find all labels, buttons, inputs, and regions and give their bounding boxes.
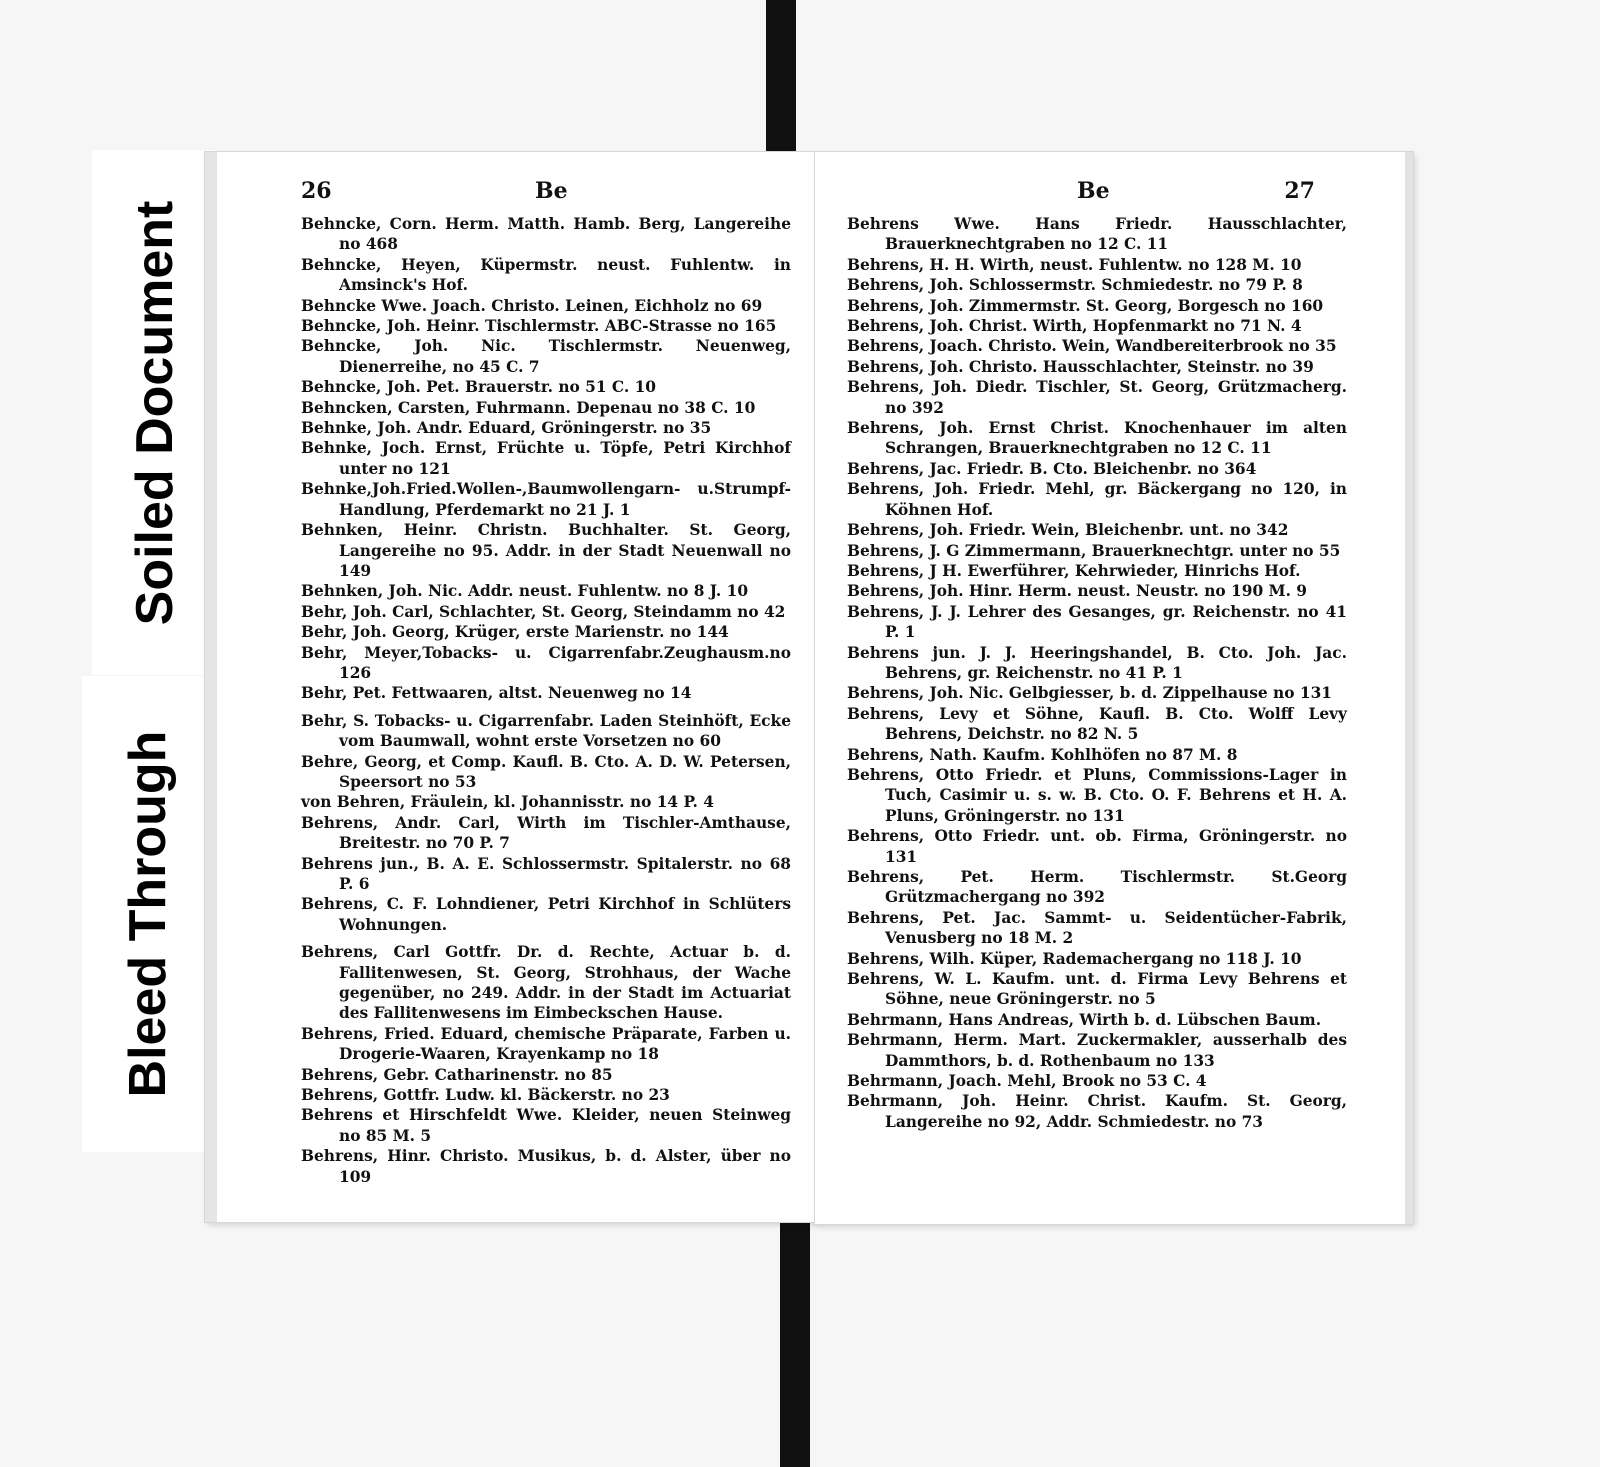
- directory-entry: Behr, Meyer,Tobacks- u. Cigarrenfabr.Zeughausm.no 126: [301, 643, 791, 682]
- directory-entry: Behrens et Hirschfeldt Wwe. Kleider, neuen Steinweg no 85 M. 5: [301, 1106, 791, 1145]
- directory-entry: Behr, Joh. Georg, Krüger, erste Marienstr. no 144: [301, 623, 729, 642]
- directory-entry: Behrens, Joh. Friedr. Mehl, gr. Bäckergang no 120, in Köhnen Hof.: [847, 480, 1347, 519]
- left-page: [205, 152, 817, 1222]
- directory-entry: Behrmann, Joach. Mehl, Brook no 53 C. 4: [847, 1072, 1207, 1091]
- directory-entry: Behncke, Joh. Pet. Brauerstr. no 51 C. 10: [301, 378, 657, 397]
- directory-entry: Behncke, Heyen, Küpermstr. neust. Fuhlentw. in Amsinck's Hof.: [301, 255, 791, 295]
- directory-entry: Behrmann, Herm. Mart. Zuckermakler, ausserhalb des Dammthors, b. d. Rothenbaum no 133: [847, 1031, 1347, 1070]
- directory-entry: Behrens, Gebr. Catharinenstr. no 85: [301, 1065, 613, 1084]
- right-page-section: Be: [1077, 178, 1110, 204]
- directory-entry: Behrens, Joh. Zimmermstr. St. Georg, Borgesch no 160: [847, 296, 1324, 315]
- soiled-document-label: [92, 150, 217, 675]
- directory-entry: Behrens, Pet. Jac. Sammt- u. Seidentücher-Fabrik, Venusberg no 18 M. 2: [847, 908, 1347, 948]
- directory-entry: Behrens, Joh. Schlossermstr. Schmiedestr. no 79 P. 8: [847, 276, 1303, 295]
- directory-entry: Behrens, W. L. Kaufm. unt. d. Firma Levy Behrens et Söhne, neue Gröningerstr. no 5: [847, 970, 1347, 1009]
- directory-entry: Behrens, Carl Gottfr. Dr. d. Rechte, Actuar b. d. Fallitenwesen, St. Georg, Strohhaus, der Wache gegenüber, no 249. Addr. in der Stadt im Actuariat des Fallitenwesens im Eimbeckschen Hause.: [301, 943, 791, 1023]
- directory-entry: von Behren, Fräulein, kl. Johannisstr. no 14 P. 4: [301, 793, 714, 812]
- directory-entry: Behrens, Jac. Friedr. B. Cto. Bleichenbr. no 364: [847, 459, 1257, 478]
- directory-entry: Behrens, Joh. Hinr. Herm. neust. Neustr. no 190 M. 9: [847, 582, 1308, 601]
- directory-entry: Behrens, Joach. Christo. Wein, Wandbereiterbrook no 35: [847, 337, 1337, 356]
- directory-entry: Behrens jun., B. A. E. Schlossermstr. Spitalerstr. no 68 P. 6: [301, 854, 791, 893]
- bleed-through-label: [82, 676, 214, 1152]
- directory-entry: Behrens, C. F. Lohndiener, Petri Kirchhof in Schlüters Wohnungen.: [301, 895, 791, 934]
- left-page-header: [217, 178, 817, 212]
- directory-entry: Behrmann, Joh. Heinr. Christ. Kaufm. St. Georg, Langereihe no 92, Addr. Schmiedestr. no 73: [847, 1092, 1347, 1131]
- directory-entry: Behncken, Carsten, Fuhrmann. Depenau no 38 C. 10: [301, 398, 756, 417]
- directory-entry: Behrens jun. J. J. Heeringshandel, B. Cto. Joh. Jac. Behrens, gr. Reichenstr. no 41 P. 1: [847, 643, 1347, 682]
- spine-bottom: [780, 1212, 810, 1467]
- directory-entry: Behrens Wwe. Hans Friedr. Hausschlachter, Brauerknechtgraben no 12 C. 11: [847, 215, 1347, 254]
- right-page-entries: [847, 214, 1347, 1132]
- directory-entry: Behrens, Pet. Herm. Tischlermstr. St.Georg Grützmachergang no 392: [847, 868, 1347, 907]
- directory-entry: Behrens, Joh. Diedr. Tischler, St. Georg, Grützmacherg. no 392: [847, 378, 1347, 417]
- directory-entry: Behnke,Joh.Fried.Wollen-,Baumwollengarn- u.Strumpf-Handlung, Pferdemarkt no 21 J. 1: [301, 480, 791, 519]
- directory-entry: Behr, Pet. Fettwaaren, altst. Neuenweg no 14: [301, 684, 692, 703]
- directory-entry: Behrens, Fried. Eduard, chemische Präparate, Farben u. Drogerie-Waaren, Krayenkamp no 18: [301, 1024, 791, 1064]
- directory-entry: Behrens, Joh. Christ. Wirth, Hopfenmarkt no 71 N. 4: [847, 317, 1302, 336]
- directory-entry: Behrens, Wilh. Küper, Rademachergang no 118 J. 10: [847, 949, 1302, 968]
- spine-top: [766, 0, 796, 165]
- directory-entry: Behrens, Joh. Nic. Gelbgiesser, b. d. Zippelhause no 131: [847, 684, 1332, 703]
- directory-entry: Behrens, Joh. Christo. Hausschlachter, Steinstr. no 39: [847, 357, 1314, 376]
- directory-entry: Behr, Joh. Carl, Schlachter, St. Georg, Steindamm no 42: [301, 602, 786, 621]
- directory-entry: Behrens, J. G Zimmermann, Brauerknechtgr. unter no 55: [847, 541, 1341, 560]
- directory-entry: Behrens, Joh. Friedr. Wein, Bleichenbr. unt. no 342: [847, 521, 1289, 540]
- left-page-section: Be: [535, 178, 568, 204]
- left-page-entries: [301, 214, 791, 1187]
- directory-entry: Behrens, Joh. Ernst Christ. Knochenhauer im alten Schrangen, Brauerknechtgraben no 12 C. 11: [847, 419, 1347, 458]
- directory-entry: Behnken, Heinr. Christn. Buchhalter. St. Georg, Langereihe no 95. Addr. in der Stadt Neuenwall no 149: [301, 521, 791, 580]
- directory-entry: Behrens, Gottfr. Ludw. kl. Bäckerstr. no 23: [301, 1086, 670, 1105]
- directory-entry: Behrmann, Hans Andreas, Wirth b. d. Lübschen Baum.: [847, 1010, 1322, 1029]
- directory-entry: Behrens, J. J. Lehrer des Gesanges, gr. Reichenstr. no 41 P. 1: [847, 602, 1347, 642]
- right-page-header: [815, 178, 1405, 212]
- directory-entry: Behrens, Otto Friedr. et Pluns, Commissions-Lager in Tuch, Casimir u. s. w. B. Cto. O. F. Behrens et H. A. Pluns, Gröningerstr. no 131: [847, 765, 1347, 825]
- left-page-number: 26: [301, 178, 332, 204]
- directory-entry: Behnke, Joh. Andr. Eduard, Gröningerstr. no 35: [301, 419, 712, 438]
- directory-entry: Behr, S. Tobacks- u. Cigarrenfabr. Laden Steinhöft, Ecke vom Baumwall, wohnt erste Vorsetzen no 60: [301, 711, 791, 751]
- directory-entry: Behrens, Hinr. Christo. Musikus, b. d. Alster, über no 109: [301, 1147, 791, 1186]
- right-page-number: 27: [1284, 178, 1315, 204]
- soiled-document-text: Soiled Document: [125, 200, 184, 625]
- directory-entry: Behre, Georg, et Comp. Kaufl. B. Cto. A. D. W. Petersen, Speersort no 53: [301, 752, 791, 791]
- directory-entry: Behrens, Otto Friedr. unt. ob. Firma, Gröningerstr. no 131: [847, 827, 1347, 866]
- directory-entry: Behrens, Nath. Kaufm. Kohlhöfen no 87 M. 8: [847, 745, 1238, 764]
- directory-entry: Behncke, Corn. Herm. Matth. Hamb. Berg, Langereihe no 468: [301, 215, 791, 254]
- directory-entry: Behncke, Joh. Heinr. Tischlermstr. ABC-Strasse no 165: [301, 317, 777, 336]
- directory-entry: Behncke Wwe. Joach. Christo. Leinen, Eichholz no 69: [301, 296, 763, 315]
- bleed-through-text: Bleed Through: [119, 730, 177, 1098]
- directory-entry: Behrens, J H. Ewerführer, Kehrwieder, Hinrichs Hof.: [847, 561, 1301, 580]
- directory-entry: Behnken, Joh. Nic. Addr. neust. Fuhlentw. no 8 J. 10: [301, 582, 749, 601]
- directory-entry: Behrens, H. H. Wirth, neust. Fuhlentw. no 128 M. 10: [847, 255, 1302, 274]
- directory-entry: Behrens, Andr. Carl, Wirth im Tischler-Amthause, Breitestr. no 70 P. 7: [301, 813, 791, 853]
- right-page: [815, 152, 1413, 1224]
- directory-entry: Behrens, Levy et Söhne, Kaufl. B. Cto. Wolff Levy Behrens, Deichstr. no 82 N. 5: [847, 704, 1347, 744]
- directory-entry: Behncke, Joh. Nic. Tischlermstr. Neuenweg, Dienerreihe, no 45 C. 7: [301, 337, 791, 376]
- directory-entry: Behnke, Joch. Ernst, Früchte u. Töpfe, Petri Kirchhof unter no 121: [301, 439, 791, 478]
